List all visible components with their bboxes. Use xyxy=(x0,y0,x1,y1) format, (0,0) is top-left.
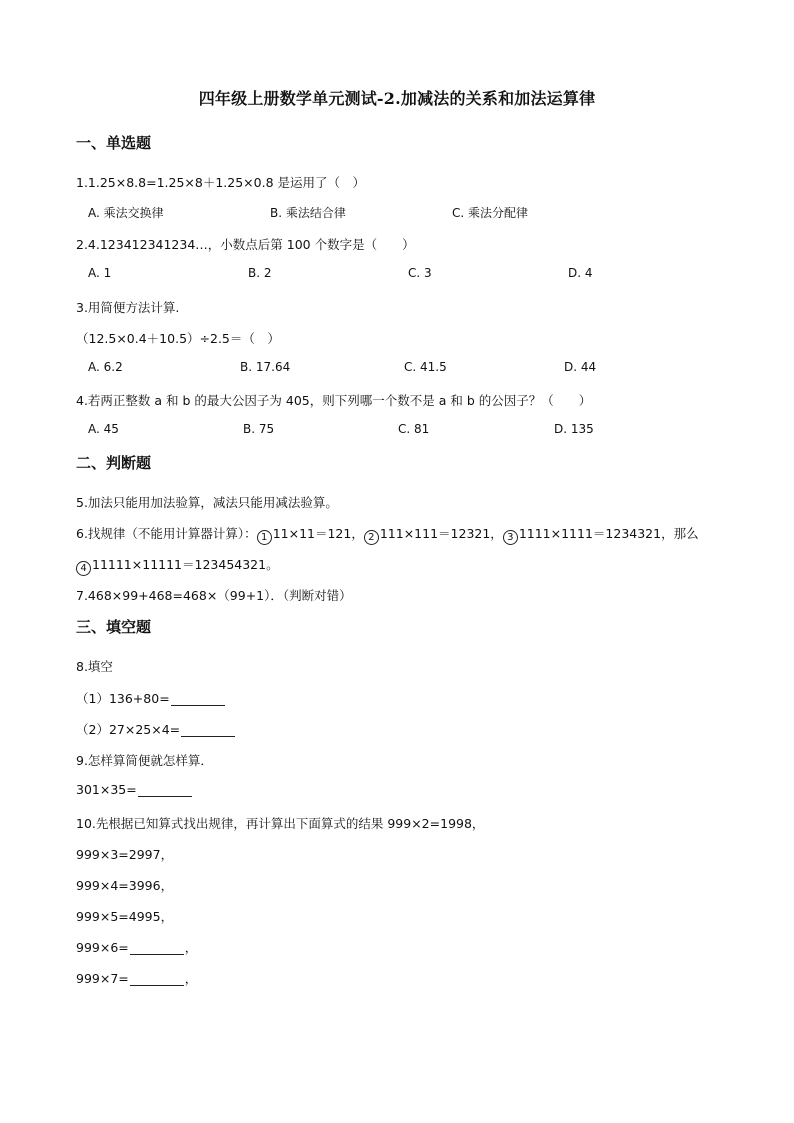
question-10-line-2: 999×4=3996， xyxy=(76,878,174,893)
question-6-line-1 xyxy=(76,524,699,545)
q3-option-d[interactable]: D. 44 xyxy=(564,360,597,374)
q9-expression: 301×35= xyxy=(76,782,137,797)
q9-answer-blank[interactable] xyxy=(138,784,192,797)
question-3-expression: （12.5×0.4＋10.5）÷2.5＝（ ） xyxy=(76,331,280,346)
question-6-line-2 xyxy=(76,555,279,576)
circled-number-1: 1 xyxy=(257,530,272,545)
question-6-part-1: 11×11＝121， xyxy=(272,526,364,541)
q1-option-b[interactable]: B. 乘法结合律 xyxy=(270,206,346,220)
question-4-stem: 4.若两正整数 a 和 b 的最大公因子为 405，则下列哪一个数不是 a 和 b 的公因子？（ ） xyxy=(76,393,592,408)
circled-number-4: 4 xyxy=(76,561,91,576)
q8-part-1-expression: （1）136+80= xyxy=(76,691,170,706)
page-title: 四年级上册数学单元测试-2.加减法的关系和加法运算律 xyxy=(198,89,596,108)
circled-number-3: 3 xyxy=(503,530,518,545)
q4-option-a[interactable]: A. 45 xyxy=(88,422,119,436)
q2-option-a[interactable]: A. 1 xyxy=(88,266,112,280)
question-10-line-3: 999×5=4995， xyxy=(76,909,174,924)
question-10-line-4 xyxy=(76,938,197,956)
q4-option-d[interactable]: D. 135 xyxy=(554,422,594,436)
question-1-stem: 1.1.25×8.8=1.25×8＋1.25×0.8 是运用了（ ） xyxy=(76,175,366,190)
q10-line-5-comma: ， xyxy=(184,971,198,986)
q4-option-c[interactable]: C. 81 xyxy=(398,422,430,436)
q1-option-a[interactable]: A. 乘法交换律 xyxy=(88,206,164,220)
q8-part-1-answer-blank[interactable] xyxy=(171,693,225,706)
question-10-stem: 10.先根据已知算式找出规律，再计算出下面算式的结果 999×2=1998， xyxy=(76,816,485,831)
question-2-stem: 2.4.123412341234…，小数点后第 100 个数字是（ ） xyxy=(76,237,415,252)
question-5-stem: 5.加法只能用加法验算，减法只能用减法验算。 xyxy=(76,495,338,510)
q10-line-5-expression: 999×7= xyxy=(76,971,129,986)
q8-part-2-answer-blank[interactable] xyxy=(181,724,235,737)
q10-line-4-expression: 999×6= xyxy=(76,940,129,955)
q8-part-2-expression: （2）27×25×4= xyxy=(76,722,181,737)
question-6-part-4: 11111×11111＝123454321。 xyxy=(92,557,279,572)
question-8-part-1 xyxy=(76,689,226,707)
q10-line-4-comma: ， xyxy=(184,940,198,955)
question-10-line-1: 999×3=2997， xyxy=(76,847,174,862)
q4-option-b[interactable]: B. 75 xyxy=(243,422,275,436)
q2-option-c[interactable]: C. 3 xyxy=(408,266,432,280)
question-6-part-2: 111×111＝12321， xyxy=(379,526,503,541)
circled-number-2: 2 xyxy=(364,530,379,545)
question-10-line-5 xyxy=(76,969,197,987)
q1-option-c[interactable]: C. 乘法分配律 xyxy=(452,206,529,220)
section-heading-true-false: 二、判断题 xyxy=(76,454,152,472)
q3-option-b[interactable]: B. 17.64 xyxy=(240,360,291,374)
q2-option-d[interactable]: D. 4 xyxy=(568,266,593,280)
question-8-stem: 8.填空 xyxy=(76,659,113,674)
section-heading-single-choice: 一、单选题 xyxy=(76,134,152,152)
q2-option-b[interactable]: B. 2 xyxy=(248,266,272,280)
question-8-part-2 xyxy=(76,720,236,738)
section-heading-fill-blank: 三、填空题 xyxy=(76,618,152,636)
question-6-prefix: 6.找规律（不能用计算器计算）： xyxy=(76,526,257,541)
q10-line-4-answer-blank[interactable] xyxy=(130,942,184,955)
question-9-expression-line xyxy=(76,782,193,797)
q3-option-a[interactable]: A. 6.2 xyxy=(88,360,123,374)
q3-option-c[interactable]: C. 41.5 xyxy=(404,360,447,374)
question-9-stem: 9.怎样算简便就怎样算． xyxy=(76,753,213,768)
question-3-stem: 3.用简便方法计算. xyxy=(76,300,180,315)
question-6-part-3: 1111×1111＝1234321，那么 xyxy=(518,526,699,541)
question-7-stem: 7.468×99+468=468×（99+1）．（判断对错） xyxy=(76,588,352,603)
q10-line-5-answer-blank[interactable] xyxy=(130,973,184,986)
